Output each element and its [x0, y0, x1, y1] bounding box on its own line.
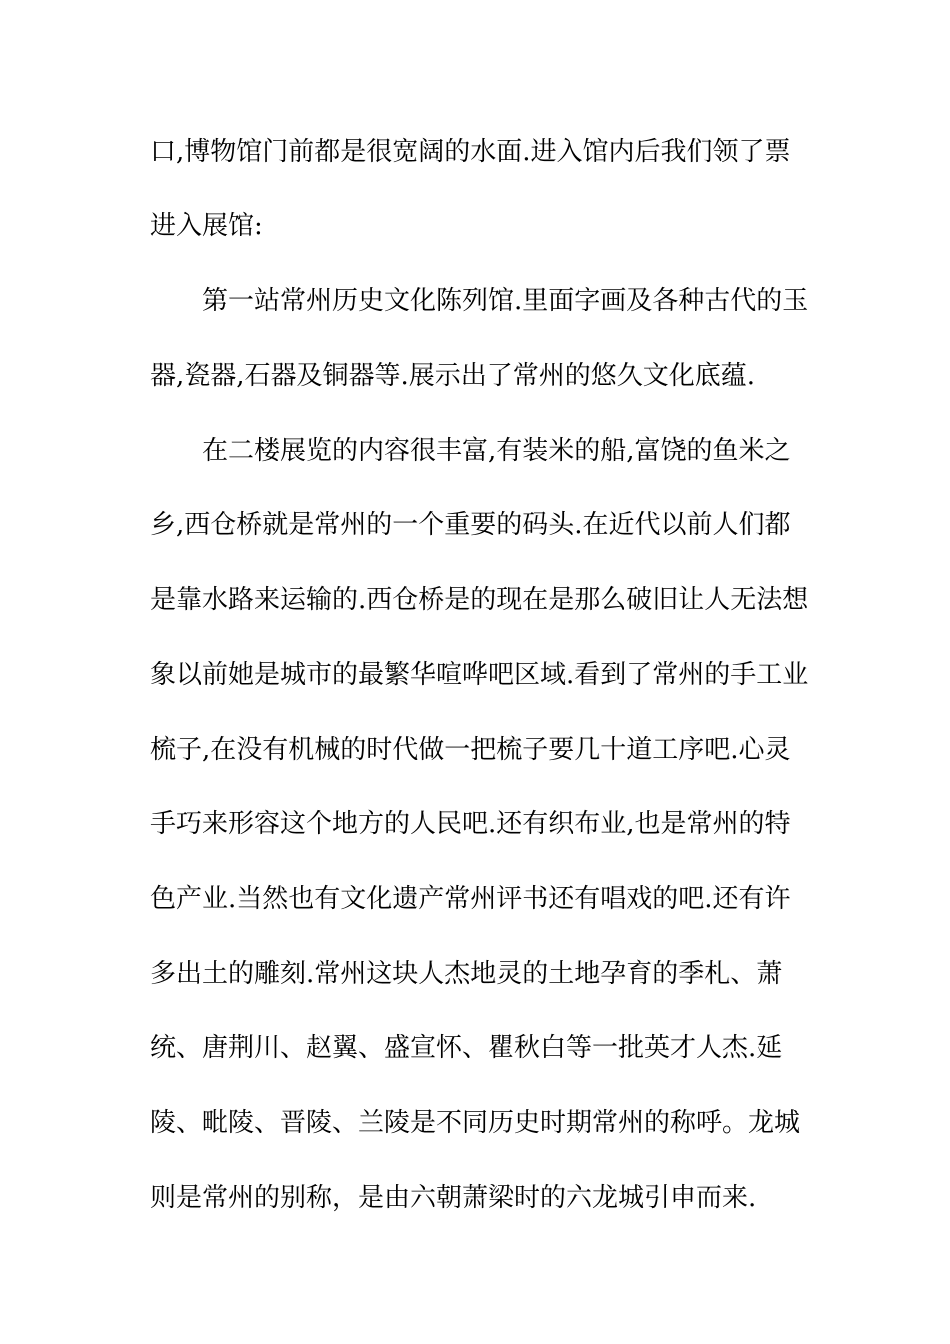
- text-line: 陵、毗陵、晋陵、兰陵是不同历史时期常州的称呼。龙城: [150, 1108, 801, 1138]
- text-line: 梳子,在没有机械的时代做一把梳子要几十道工序吧.心灵: [150, 735, 791, 765]
- paragraph-first-line: 第一站常州历史文化陈列馆.里面字画及各种古代的玉: [202, 286, 809, 316]
- text-line: 则是常州的别称，是由六朝萧梁时的六龙城引申而来.: [150, 1183, 757, 1213]
- text-line: 色产业.当然也有文化遗产常州评书还有唱戏的吧.还有许: [150, 884, 791, 914]
- text-line: 是靠水路来运输的.西仓桥是的现在是那么破旧让人无法想: [150, 585, 809, 615]
- text-line: 统、唐荆川、赵翼、盛宣怀、瞿秋白等一批英才人杰.延: [150, 1033, 783, 1063]
- text-line: 手巧来形容这个地方的人民吧.还有织布业,也是常州的特: [150, 809, 791, 839]
- text-line: 器,瓷器,石器及铜器等.展示出了常州的悠久文化底蕴.: [150, 361, 756, 391]
- text-line: 多出土的雕刻.常州这块人杰地灵的土地孕育的季札、萧: [150, 959, 783, 989]
- paragraph-first-line: 在二楼展览的内容很丰富,有装米的船,富饶的鱼米之: [202, 436, 791, 466]
- text-line: 进入展馆:: [150, 211, 263, 241]
- text-line: 乡,西仓桥就是常州的一个重要的码头.在近代以前人们都: [150, 510, 791, 540]
- text-line: 象以前她是城市的最繁华喧哗吧区域.看到了常州的手工业: [150, 660, 809, 690]
- text-line: 口,博物馆门前都是很宽阔的水面.进入馆内后我们领了票: [150, 137, 791, 167]
